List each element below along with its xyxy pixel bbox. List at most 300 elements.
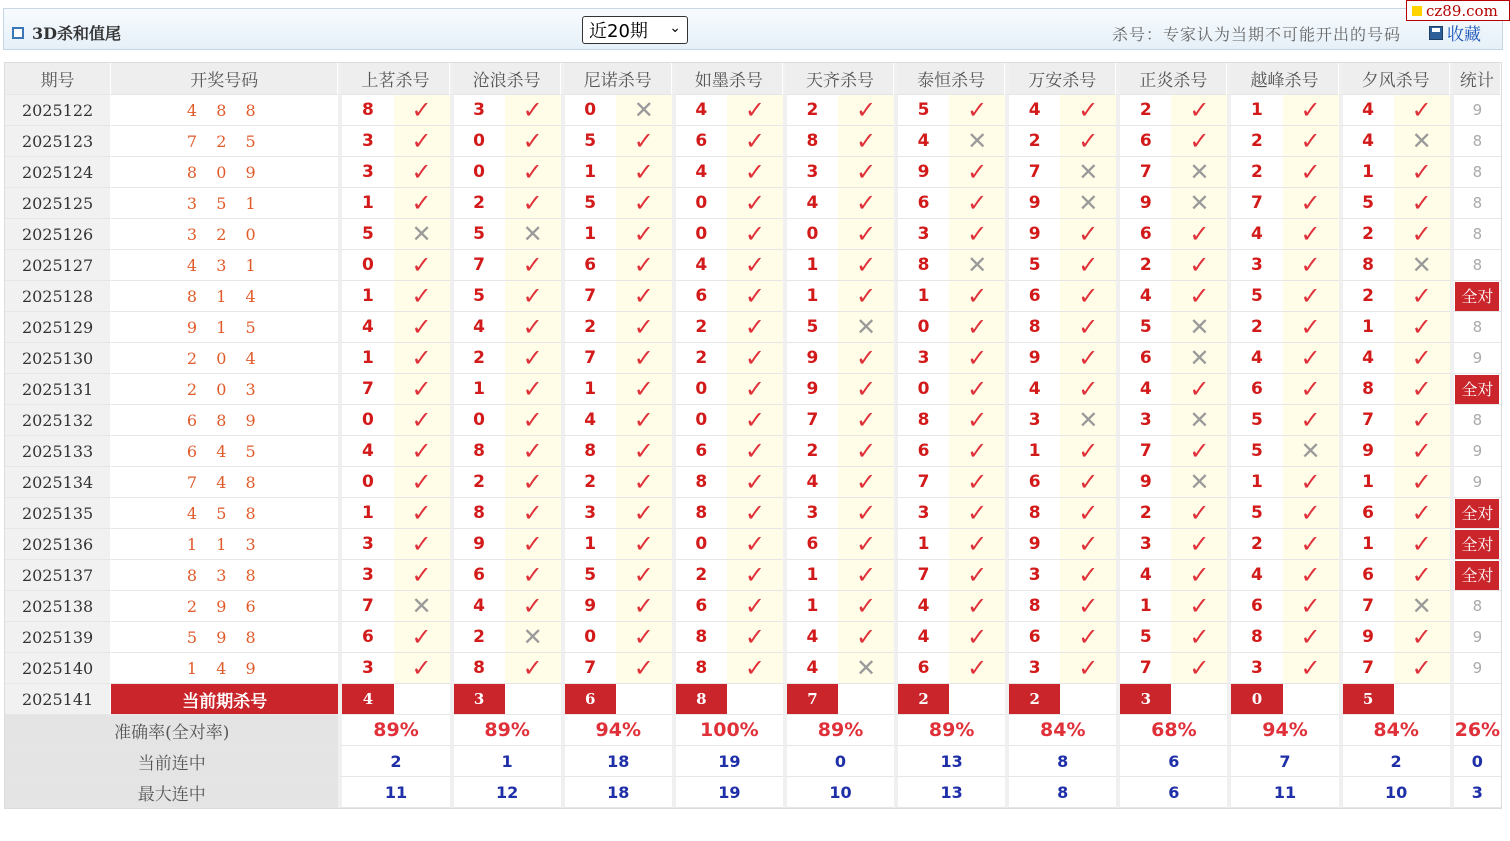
kill-number-cell: 3: [894, 343, 949, 374]
check-icon: ✓: [1060, 126, 1116, 157]
column-header: 泰恒杀号: [894, 63, 1005, 95]
period-cell: 2025123: [5, 126, 111, 157]
kill-number-cell: 9: [1005, 343, 1060, 374]
kill-number-cell: 9: [450, 529, 505, 560]
period-select[interactable]: [582, 16, 688, 44]
check-icon: ✓: [727, 126, 783, 157]
draw-number-cell: 6 4 5: [111, 436, 338, 467]
empty-cell: [838, 684, 894, 715]
draw-number-cell: 8 1 4: [111, 281, 338, 312]
page-title: [12, 21, 121, 44]
kill-number-cell: 5: [1227, 436, 1282, 467]
stat-cell: 8: [1450, 126, 1501, 157]
check-icon: ✓: [949, 653, 1005, 684]
check-icon: ✓: [616, 374, 672, 405]
kill-number-cell: 1: [338, 343, 393, 374]
period-cell: 2025133: [5, 436, 111, 467]
check-icon: ✓: [394, 188, 450, 219]
kill-number-cell: 6: [1227, 374, 1282, 405]
kill-number-cell: 5: [338, 219, 393, 250]
check-icon: ✓: [394, 157, 450, 188]
check-icon: ✓: [838, 467, 894, 498]
check-icon: ✓: [1394, 622, 1450, 653]
kill-number-cell: 8: [1005, 498, 1060, 529]
period-select-value: 近20期: [589, 21, 648, 42]
period-cell: 2025124: [5, 157, 111, 188]
draw-number-cell: 1 1 3: [111, 529, 338, 560]
kill-number-cell: 9: [1005, 529, 1060, 560]
check-icon: ✓: [1283, 467, 1339, 498]
cross-icon: ✕: [838, 312, 894, 343]
check-icon: ✓: [949, 591, 1005, 622]
period-cell: 2025132: [5, 405, 111, 436]
check-icon: ✓: [727, 374, 783, 405]
kill-number-cell: 4: [1339, 343, 1394, 374]
check-icon: ✓: [394, 312, 450, 343]
kill-number-cell: 0: [450, 126, 505, 157]
check-icon: ✓: [949, 95, 1005, 126]
kill-number-cell: 3: [338, 157, 393, 188]
all-correct-badge: 全对: [1455, 530, 1499, 559]
current-kill-number: 6: [561, 684, 616, 715]
check-icon: ✓: [1394, 653, 1450, 684]
period-cell: 2025134: [5, 467, 111, 498]
kill-number-cell: 7: [450, 250, 505, 281]
stat-cell: [1450, 529, 1501, 560]
max-streak-row-value: 13: [894, 777, 1005, 808]
table-row: [5, 436, 1501, 467]
kill-number-cell: 4: [1227, 560, 1282, 591]
kill-number-cell: 5: [1005, 250, 1060, 281]
kill-number-cell: 3: [1116, 405, 1171, 436]
all-correct-badge: 全对: [1455, 561, 1499, 590]
column-header: 正炎杀号: [1116, 63, 1227, 95]
column-header: 上茗杀号: [338, 63, 449, 95]
check-icon: ✓: [1283, 250, 1339, 281]
period-cell: 2025129: [5, 312, 111, 343]
check-icon: ✓: [1060, 250, 1116, 281]
kill-number-cell: 7: [1116, 157, 1171, 188]
table-row: [5, 188, 1501, 219]
stat-cell: [1450, 374, 1501, 405]
kill-number-cell: 5: [1227, 405, 1282, 436]
checkbox-icon[interactable]: [12, 27, 24, 39]
check-icon: ✓: [949, 157, 1005, 188]
check-icon: ✓: [1283, 591, 1339, 622]
column-header: 天齐杀号: [783, 63, 894, 95]
check-icon: ✓: [505, 250, 561, 281]
kill-number-cell: 0: [672, 529, 727, 560]
check-icon: ✓: [838, 126, 894, 157]
column-header: 开奖号码: [111, 63, 338, 95]
kill-number-cell: 2: [450, 622, 505, 653]
kill-number-cell: 3: [1227, 653, 1282, 684]
check-icon: ✓: [505, 591, 561, 622]
table-header-row: [5, 63, 1501, 95]
draw-number-cell: 2 0 4: [111, 343, 338, 374]
check-icon: ✓: [616, 219, 672, 250]
check-icon: ✓: [1060, 653, 1116, 684]
check-icon: ✓: [1060, 281, 1116, 312]
period-cell: 2025122: [5, 95, 111, 126]
kill-number-cell: 4: [783, 467, 838, 498]
check-icon: ✓: [1394, 374, 1450, 405]
kill-number-cell: 7: [1339, 405, 1394, 436]
draw-number-cell: 3 5 1: [111, 188, 338, 219]
stat-cell: 8: [1450, 405, 1501, 436]
kill-number-cell: 0: [561, 95, 616, 126]
kill-number-cell: 6: [338, 622, 393, 653]
current-streak-row-label: 当前连中: [5, 746, 338, 777]
check-icon: ✓: [394, 653, 450, 684]
kill-number-cell: 5: [561, 560, 616, 591]
kill-number-cell: 0: [450, 157, 505, 188]
check-icon: ✓: [616, 591, 672, 622]
check-icon: ✓: [727, 157, 783, 188]
check-icon: ✓: [1060, 498, 1116, 529]
cross-icon: ✕: [1060, 157, 1116, 188]
check-icon: ✓: [1283, 312, 1339, 343]
kill-number-cell: 1: [561, 157, 616, 188]
check-icon: ✓: [394, 374, 450, 405]
check-icon: ✓: [505, 467, 561, 498]
kill-number-cell: 7: [561, 281, 616, 312]
period-cell: 2025126: [5, 219, 111, 250]
max-streak-row-value: 11: [338, 777, 449, 808]
check-icon: ✓: [727, 312, 783, 343]
kill-number-cell: 8: [1339, 250, 1394, 281]
cross-icon: ✕: [1171, 405, 1227, 436]
save-icon: [1429, 26, 1443, 40]
page-header: [3, 8, 1503, 50]
check-icon: ✓: [394, 343, 450, 374]
cross-icon: ✕: [1283, 436, 1339, 467]
check-icon: ✓: [1283, 622, 1339, 653]
kill-number-cell: 2: [783, 95, 838, 126]
kill-number-cell: 4: [672, 250, 727, 281]
check-icon: ✓: [1171, 653, 1227, 684]
kill-number-cell: 6: [1116, 126, 1171, 157]
kill-number-cell: 7: [1005, 157, 1060, 188]
empty-cell: [1450, 684, 1501, 715]
kill-number-cell: 8: [1005, 591, 1060, 622]
check-icon: ✓: [838, 188, 894, 219]
kill-number-cell: 1: [561, 219, 616, 250]
check-icon: ✓: [949, 622, 1005, 653]
kill-number-cell: 3: [450, 95, 505, 126]
current-kill-number: 3: [450, 684, 505, 715]
cross-icon: ✕: [1394, 250, 1450, 281]
kill-number-cell: 2: [1227, 157, 1282, 188]
check-icon: ✓: [505, 498, 561, 529]
check-icon: ✓: [727, 591, 783, 622]
check-icon: ✓: [727, 467, 783, 498]
kill-number-cell: 6: [450, 560, 505, 591]
kill-number-cell: 3: [561, 498, 616, 529]
current-period-row: [5, 684, 1501, 715]
kill-number-cell: 6: [894, 436, 949, 467]
kill-number-cell: 1: [894, 529, 949, 560]
check-icon: ✓: [1060, 560, 1116, 591]
table-row: [5, 250, 1501, 281]
check-icon: ✓: [727, 95, 783, 126]
kill-number-cell: 9: [1116, 467, 1171, 498]
kill-number-cell: 9: [783, 374, 838, 405]
current-streak-row-value: 1: [450, 746, 561, 777]
column-header: 统计: [1450, 63, 1501, 95]
max-streak-row-value: 18: [561, 777, 672, 808]
check-icon: ✓: [838, 591, 894, 622]
kill-number-cell: 3: [894, 498, 949, 529]
kill-number-cell: 6: [672, 436, 727, 467]
table-row: [5, 622, 1501, 653]
kill-number-cell: 3: [338, 653, 393, 684]
max-streak-row-value: 12: [450, 777, 561, 808]
kill-number-cell: 8: [783, 126, 838, 157]
favorite-link[interactable]: [1429, 20, 1481, 45]
kill-number-cell: 1: [1339, 312, 1394, 343]
kill-number-cell: 6: [1005, 622, 1060, 653]
kill-number-cell: 1: [1227, 467, 1282, 498]
kill-number-cell: 0: [561, 622, 616, 653]
kill-number-cell: 3: [1005, 405, 1060, 436]
empty-cell: [505, 684, 561, 715]
check-icon: ✓: [727, 529, 783, 560]
check-icon: ✓: [838, 560, 894, 591]
check-icon: ✓: [394, 622, 450, 653]
check-icon: ✓: [1283, 188, 1339, 219]
all-correct-badge: 全对: [1455, 375, 1499, 404]
check-icon: ✓: [1060, 436, 1116, 467]
cross-icon: ✕: [505, 622, 561, 653]
kill-number-cell: 4: [894, 622, 949, 653]
check-icon: ✓: [1394, 219, 1450, 250]
kill-number-cell: 8: [894, 250, 949, 281]
table-row: [5, 591, 1501, 622]
check-icon: ✓: [949, 343, 1005, 374]
table-row: [5, 312, 1501, 343]
kill-number-cell: 4: [783, 653, 838, 684]
max-streak-row-value: 10: [1339, 777, 1450, 808]
period-cell: 2025139: [5, 622, 111, 653]
cross-icon: ✕: [1394, 126, 1450, 157]
kill-number-cell: 4: [1116, 560, 1171, 591]
cross-icon: ✕: [505, 219, 561, 250]
kill-number-cell: 0: [894, 312, 949, 343]
check-icon: ✓: [1171, 591, 1227, 622]
kill-number-cell: 1: [338, 281, 393, 312]
check-icon: ✓: [1394, 343, 1450, 374]
current-streak-row-value: 18: [561, 746, 672, 777]
current-streak-row-value: 13: [894, 746, 1005, 777]
column-header: 期号: [5, 63, 111, 95]
kill-number-cell: 8: [561, 436, 616, 467]
check-icon: ✓: [1283, 405, 1339, 436]
kill-number-cell: 6: [1005, 467, 1060, 498]
accuracy-row-value: 89%: [450, 715, 561, 746]
stat-cell: 9: [1450, 467, 1501, 498]
kill-number-cell: 2: [1227, 126, 1282, 157]
kill-number-cell: 9: [783, 343, 838, 374]
kill-number-cell: 9: [1005, 219, 1060, 250]
check-icon: ✓: [616, 622, 672, 653]
check-icon: ✓: [505, 188, 561, 219]
kill-number-cell: 7: [561, 343, 616, 374]
kill-number-cell: 0: [450, 405, 505, 436]
cross-icon: ✕: [1171, 312, 1227, 343]
check-icon: ✓: [616, 126, 672, 157]
empty-cell: [1283, 684, 1339, 715]
kill-number-cell: 5: [894, 95, 949, 126]
draw-number-cell: 7 4 8: [111, 467, 338, 498]
check-icon: ✓: [727, 436, 783, 467]
kill-number-cell: 8: [1339, 374, 1394, 405]
check-icon: ✓: [616, 250, 672, 281]
kill-number-cell: 6: [561, 250, 616, 281]
check-icon: ✓: [505, 95, 561, 126]
current-kill-number: 2: [894, 684, 949, 715]
kill-number-cell: 6: [672, 281, 727, 312]
column-header: 夕风杀号: [1339, 63, 1450, 95]
current-kill-number: 7: [783, 684, 838, 715]
draw-number-cell: 4 3 1: [111, 250, 338, 281]
check-icon: ✓: [1060, 622, 1116, 653]
stat-cell: 8: [1450, 219, 1501, 250]
draw-number-cell: 7 2 5: [111, 126, 338, 157]
kill-number-cell: 7: [783, 405, 838, 436]
kill-number-cell: 6: [1227, 591, 1282, 622]
column-header: 越峰杀号: [1227, 63, 1338, 95]
check-icon: ✓: [1394, 405, 1450, 436]
check-icon: ✓: [505, 436, 561, 467]
kill-number-cell: 2: [1227, 529, 1282, 560]
check-icon: ✓: [1171, 498, 1227, 529]
check-icon: ✓: [394, 467, 450, 498]
kill-number-cell: 1: [783, 281, 838, 312]
check-icon: ✓: [1394, 529, 1450, 560]
draw-number-cell: 2 0 3: [111, 374, 338, 405]
kill-number-cell: 7: [894, 560, 949, 591]
cross-icon: ✕: [1171, 188, 1227, 219]
kill-number-cell: 6: [1116, 343, 1171, 374]
kill-table: [4, 62, 1502, 809]
check-icon: ✓: [949, 374, 1005, 405]
max-streak-row-value: 19: [672, 777, 783, 808]
current-kill-number: 0: [1227, 684, 1282, 715]
kill-number-cell: 4: [783, 622, 838, 653]
check-icon: ✓: [1171, 529, 1227, 560]
kill-number-cell: 8: [450, 653, 505, 684]
accuracy-row-value: 94%: [1227, 715, 1338, 746]
accuracy-row-value: 89%: [338, 715, 449, 746]
kill-number-cell: 2: [672, 343, 727, 374]
check-icon: ✓: [394, 126, 450, 157]
table-row: [5, 219, 1501, 250]
kill-number-cell: 7: [338, 374, 393, 405]
check-icon: ✓: [505, 157, 561, 188]
kill-number-cell: 2: [1005, 126, 1060, 157]
accuracy-row: [5, 715, 1501, 746]
kill-number-cell: 7: [1116, 653, 1171, 684]
check-icon: ✓: [616, 653, 672, 684]
kill-number-cell: 4: [561, 405, 616, 436]
kill-number-cell: 5: [561, 126, 616, 157]
period-cell: 2025141: [5, 684, 111, 715]
check-icon: ✓: [949, 498, 1005, 529]
kill-number-cell: 0: [672, 188, 727, 219]
kill-number-cell: 4: [1005, 95, 1060, 126]
check-icon: ✓: [616, 467, 672, 498]
check-icon: ✓: [838, 250, 894, 281]
kill-number-cell: 8: [450, 436, 505, 467]
check-icon: ✓: [616, 157, 672, 188]
kill-number-cell: 3: [783, 498, 838, 529]
current-streak-row-value: 0: [783, 746, 894, 777]
check-icon: ✓: [1171, 622, 1227, 653]
check-icon: ✓: [394, 250, 450, 281]
column-header: 如墨杀号: [672, 63, 783, 95]
kill-number-cell: 1: [1227, 95, 1282, 126]
stat-cell: 9: [1450, 653, 1501, 684]
site-logo[interactable]: [1406, 0, 1510, 21]
check-icon: ✓: [1060, 591, 1116, 622]
kill-number-cell: 4: [1005, 374, 1060, 405]
check-icon: ✓: [1283, 498, 1339, 529]
stat-cell: 8: [1450, 591, 1501, 622]
check-icon: ✓: [394, 436, 450, 467]
accuracy-row-value: 68%: [1116, 715, 1227, 746]
check-icon: ✓: [1394, 312, 1450, 343]
kill-number-cell: 0: [672, 405, 727, 436]
empty-cell: [394, 684, 450, 715]
check-icon: ✓: [616, 498, 672, 529]
kill-number-cell: 5: [1116, 312, 1171, 343]
kill-number-cell: 8: [450, 498, 505, 529]
check-icon: ✓: [616, 560, 672, 591]
period-cell: 2025131: [5, 374, 111, 405]
check-icon: ✓: [1394, 436, 1450, 467]
check-icon: ✓: [1171, 436, 1227, 467]
check-icon: ✓: [394, 498, 450, 529]
current-kill-number: 4: [338, 684, 393, 715]
check-icon: ✓: [1060, 467, 1116, 498]
empty-cell: [727, 684, 783, 715]
check-icon: ✓: [949, 436, 1005, 467]
period-cell: 2025138: [5, 591, 111, 622]
max-streak-row-value: 6: [1116, 777, 1227, 808]
check-icon: ✓: [505, 281, 561, 312]
check-icon: ✓: [727, 281, 783, 312]
check-icon: ✓: [1283, 95, 1339, 126]
kill-number-cell: 0: [338, 405, 393, 436]
check-icon: ✓: [1394, 467, 1450, 498]
kill-number-cell: 2: [783, 436, 838, 467]
column-header: 万安杀号: [1005, 63, 1116, 95]
current-kill-number: 2: [1005, 684, 1060, 715]
check-icon: ✓: [838, 498, 894, 529]
kill-number-cell: 2: [672, 312, 727, 343]
all-correct-badge: 全对: [1455, 499, 1499, 528]
check-icon: ✓: [949, 188, 1005, 219]
kill-number-cell: 6: [783, 529, 838, 560]
check-icon: ✓: [1394, 157, 1450, 188]
cross-icon: ✕: [838, 653, 894, 684]
current-kill-number: 3: [1116, 684, 1171, 715]
kill-number-cell: 1: [1116, 591, 1171, 622]
kill-number-cell: 6: [1339, 498, 1394, 529]
kill-number-cell: 4: [894, 126, 949, 157]
kill-number-cell: 1: [1339, 529, 1394, 560]
